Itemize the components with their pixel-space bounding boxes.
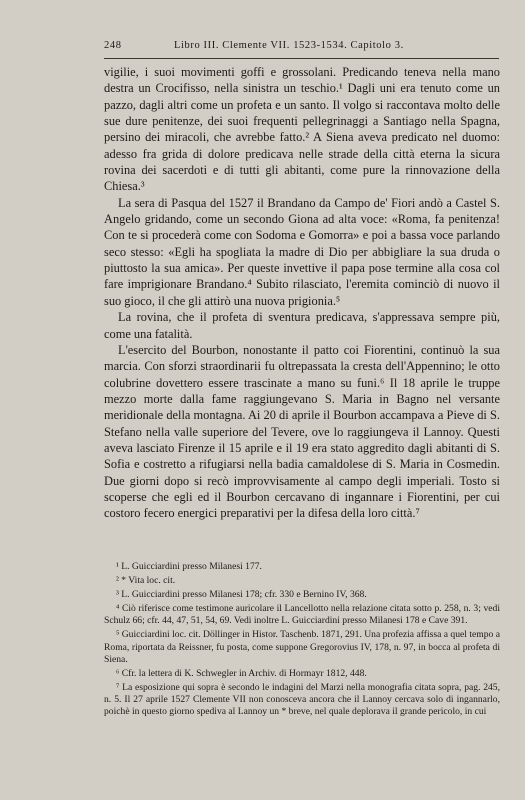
- footnote: ⁷ La esposizione qui sopra è secondo le indagini del Marzi nella monografia citata sopra, pag. 245, n. 5. Il 27 aprile 1527 Clemente VII non conosceva ancora che il Lannoy cercava solo di ingannarlo, poichè in questo giorno spediva al Lannoy un * breve, nel quale deplorava il grande pericolo, in cui: [104, 681, 500, 718]
- footnote: ⁵ Guicciardini loc. cit. Döllinger in Histor. Taschenb. 1871, 291. Una profezia affissa a quel tempo a Roma, riportata da Reissner, fu posta, come suppone Gregorovius IV, 178, n. 97, in bocca al profeta di Siena.: [104, 629, 500, 665]
- paragraph: La rovina, che il profeta di sventura predicava, s'appressava sempre più, come una fatalità.: [104, 310, 500, 341]
- running-title: Libro III. Clemente VII. 1523-1534. Capitolo 3.: [174, 40, 404, 51]
- page-number: 248: [104, 40, 122, 51]
- footnotes: [104, 561, 500, 720]
- paragraph: L'esercito del Bourbon, nonostante il patto coi Fiorentini, continuò la sua marcia. Con sforzi straordinarii fu oltrepassata la cresta dell'Appennino; le otto colubrine dovettero essere trascinate a mano su funi.⁶ Il 18 aprile le truppe mezzo morte dalla fame raggiungevano S. Maria in Bagno nel versante meridionale della montagna. Ai 20 di aprile il Bourbon accampava a Pieve di S. Stefano nella valle superiore del Tevere, ove lo raggiungeva il Lannoy. Questi aveva lasciato Firenze il 15 aprile e il 19 era stato aggredito dagli abitanti di S. Sofia e costretto a rifugiarsi nella badia camaldolese di S. Maria in Cosmedin. Due giorni dopo si recò improvvisamente al campo degli imperiali. Tosto si scoperse che egli ed il Bourbon cercavano di ingannare i Fiorentini, per cui costoro fecero energici preparativi per la difesa della loro città.⁷: [104, 342, 500, 521]
- footnote: ⁶ Cfr. la lettera di K. Schwegler in Archiv. di Hormayr 1812, 448.: [116, 667, 367, 679]
- header-rule: [104, 58, 499, 59]
- footnote: ³ L. Guicciardini presso Milanesi 178; cfr. 330 e Bernino IV, 368.: [116, 589, 367, 601]
- footnote: ⁴ Ciò riferisce come testimone auricolare il Lancellotto nella relazione citata sotto p. 258, n. 3; vedi Schulz 66; cfr. 44, 47, 51, 54, 69. Vedi inoltre L. Guicciardini presso Milanesi 178 e Cave 391.: [104, 603, 500, 627]
- footnote: ² * Vita loc. cit.: [116, 575, 176, 587]
- main-text: [104, 64, 500, 522]
- paragraph: La sera di Pasqua del 1527 il Brandano da Campo de' Fiori andò a Castel S. Angelo gridando, come un secondo Giona ad alta voce: «Roma, fa penitenza! Con te si procederà come con Sodoma e Gomorra» e poi a bassa voce parlando seco stesso: «Egli ha spogliata la madre di Dio per abbigliare la sua druda o piuttosto la sua amica». Per queste invettive il papa pose termine alla cosa col fare imprigionare Brandano.⁴ Subito rilasciato, l'eremita cominciò di nuovo il suo gioco, il che gli attirò una nuova prigionia.⁵: [104, 195, 500, 308]
- footnote: ¹ L. Guicciardini presso Milanesi 177.: [116, 561, 262, 572]
- paragraph: vigilie, i suoi movimenti goffi e grossolani. Predicando teneva nella mano destra un Crocifisso, nella sinistra un teschio.¹ Dagli uni era tenuto come un pazzo, dagli altri come un profeta e un santo. Il volgo si raccontava molto delle sue dure penitenze, dei suoi frequenti pellegrinaggi a Santiago nella Spagna, persino dei miracoli, che avrebbe fatto.² A Siena aveva predicato nel duomo: adesso fra grida di dolore predicava nelle strade della città eterna la sicura rovina dei sacerdoti e di tutti gli abitanti, come pure la rinnovazione della Chiesa.³: [104, 65, 500, 194]
